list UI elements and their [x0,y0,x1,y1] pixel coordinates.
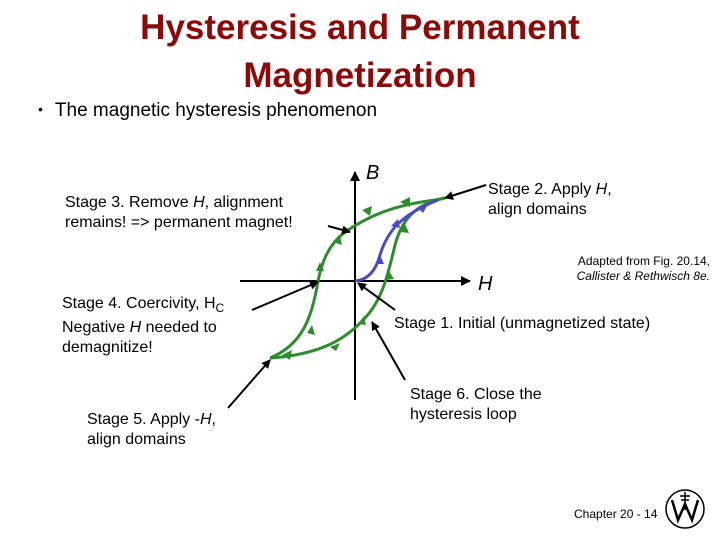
bullet-text: The magnetic hysteresis phenomenon [54,100,378,121]
pointer-stage1 [358,283,395,310]
pointer-stage4 [252,282,318,310]
loop-arrow-icon [362,206,372,216]
pointer-stage2 [445,185,486,198]
loop-lower-branch [270,198,445,358]
loop-arrow-icon [307,325,315,335]
pointer-stage3 [328,226,350,232]
h-axis-label: H [478,273,493,295]
stage6-label: Stage 6. Close the hysteresis loop [410,386,542,423]
initial-curve-arrow-icon [391,219,400,228]
title-line-2: Magnetization [243,56,477,95]
figure-credit: Adapted from Fig. 20.14, Callister & Rethwisch 8e. [576,254,710,283]
loop-upper-branch [270,198,445,358]
b-axis-label: B [366,162,380,184]
bullet-dot-icon: • [38,101,43,117]
stage3-label: Stage 3. Remove H, alignment remains! => permanent magnet! [65,194,293,231]
publisher-logo-icon [664,488,706,530]
page-footer: Chapter 20 - 14 [574,507,658,521]
stage1-label: Stage 1. Initial (unmagnetized state) [394,315,651,332]
pointer-stage5 [228,360,270,408]
stage2-label: Stage 2. Apply H, align domains [488,181,612,218]
stage5-label: Stage 5. Apply -H, align domains [87,411,216,448]
title-line-1: Hysteresis and Permanent [140,8,580,47]
stage4-label: Stage 4. Coercivity, $H_C$ Negative H needed to demagnitize! [62,295,225,357]
